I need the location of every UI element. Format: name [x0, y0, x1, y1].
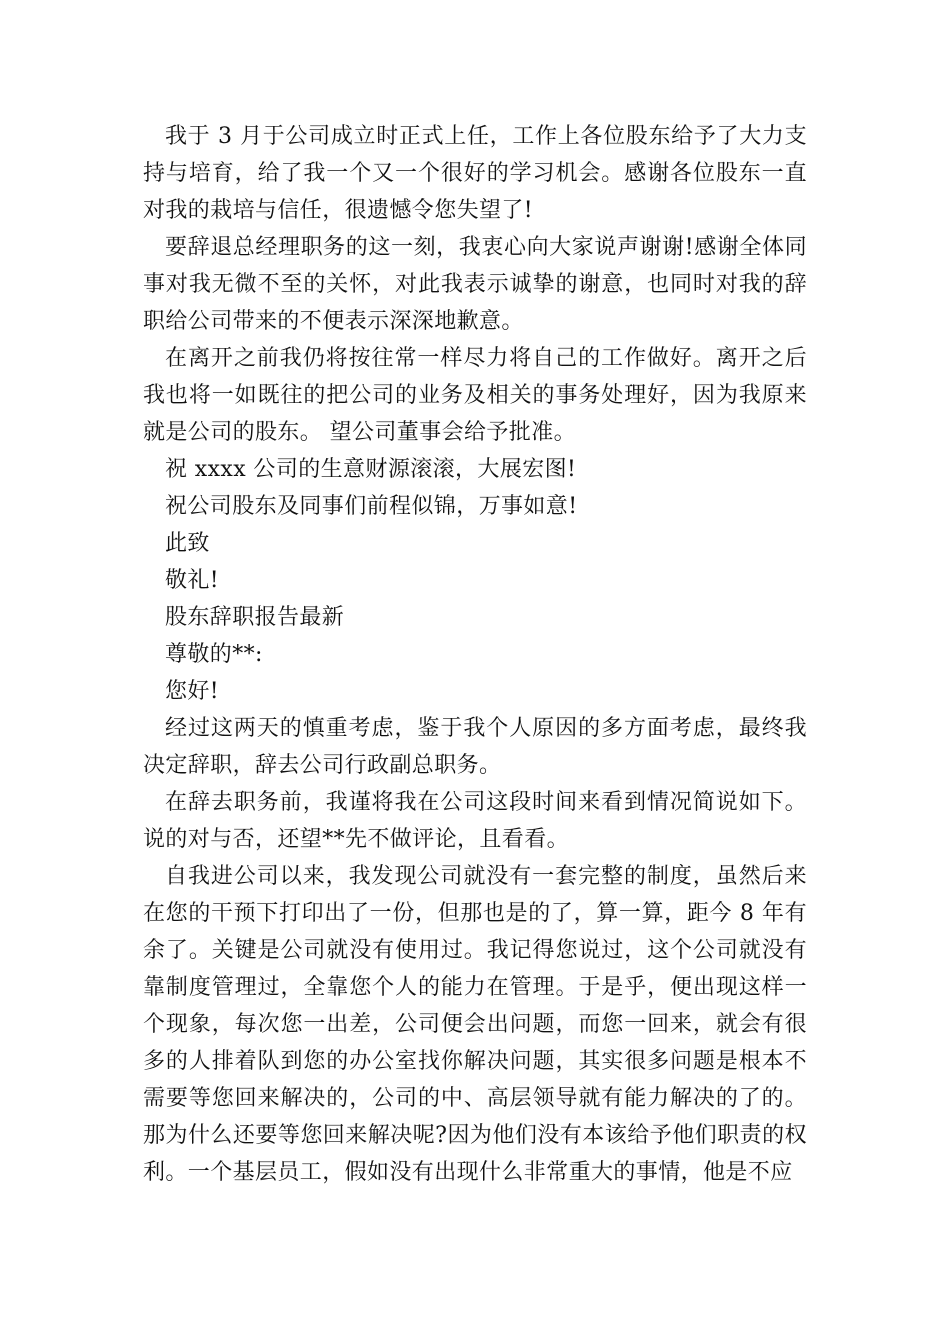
salutation: 尊敬的**: [165, 642, 263, 667]
paragraph-3: 在离开之前我仍将按往常一样尽力将自己的工作做好。离开之后我也将一如既往的把公司的业务及相关的事务处理好，因为我原来就是公司的股东。 望公司董事会给予批准。 [143, 346, 807, 445]
document-body [143, 118, 807, 1191]
paragraph-4: 经过这两天的慎重考虑，鉴于我个人原因的多方面考虑，最终我决定辞职，辞去公司行政副总职务。 [143, 716, 807, 778]
wish-line-2: 祝公司股东及同事们前程似锦，万事如意! [165, 494, 578, 519]
closing-greeting: 此致 [165, 531, 210, 556]
closing-salute: 敬礼! [165, 568, 220, 593]
greeting: 您好! [165, 679, 220, 704]
paragraph-6: 自我进公司以来，我发现公司就没有一套完整的制度，虽然后来在您的干预下打印出了一份，但那也是的了，算一算，距今 8 年有余了。关键是公司就没有使用过。我记得您说过，这个公司就没有靠制度管理过，全靠您个人的能力在管理。于是乎，便出现这样一个现象，每次您一出差，公司便会出问题，而您一回来，就会有很多的人排着队到您的办公室找你解决问题，其实很多问题是根本不需要等您回来解决的，公司的中、高层领导就有能力解决的了的。那为什么还要等您回来解决呢?因为他们没有本该给予他们职责的权利。一个基层员工，假如没有出现什么非常重大的事情，他是不应 [143, 864, 807, 1185]
paragraph-5: 在辞去职务前，我谨将我在公司这段时间来看到情况简说如下。说的对与否，还望**先不做评论，且看看。 [143, 790, 807, 852]
paragraph-1: 我于 3 月于公司成立时正式上任，工作上各位股东给予了大力支持与培育，给了我一个又一个很好的学习机会。感谢各位股东一直对我的栽培与信任，很遗憾令您失望了! [143, 124, 807, 223]
section-title: 股东辞职报告最新 [165, 605, 345, 630]
paragraph-2: 要辞退总经理职务的这一刻，我衷心向大家说声谢谢!感谢全体同事对我无微不至的关怀，对此我表示诚挚的谢意，也同时对我的辞职给公司带来的不便表示深深地歉意。 [143, 235, 807, 334]
wish-line-1: 祝 xxxx 公司的生意财源滚滚，大展宏图! [165, 457, 577, 482]
